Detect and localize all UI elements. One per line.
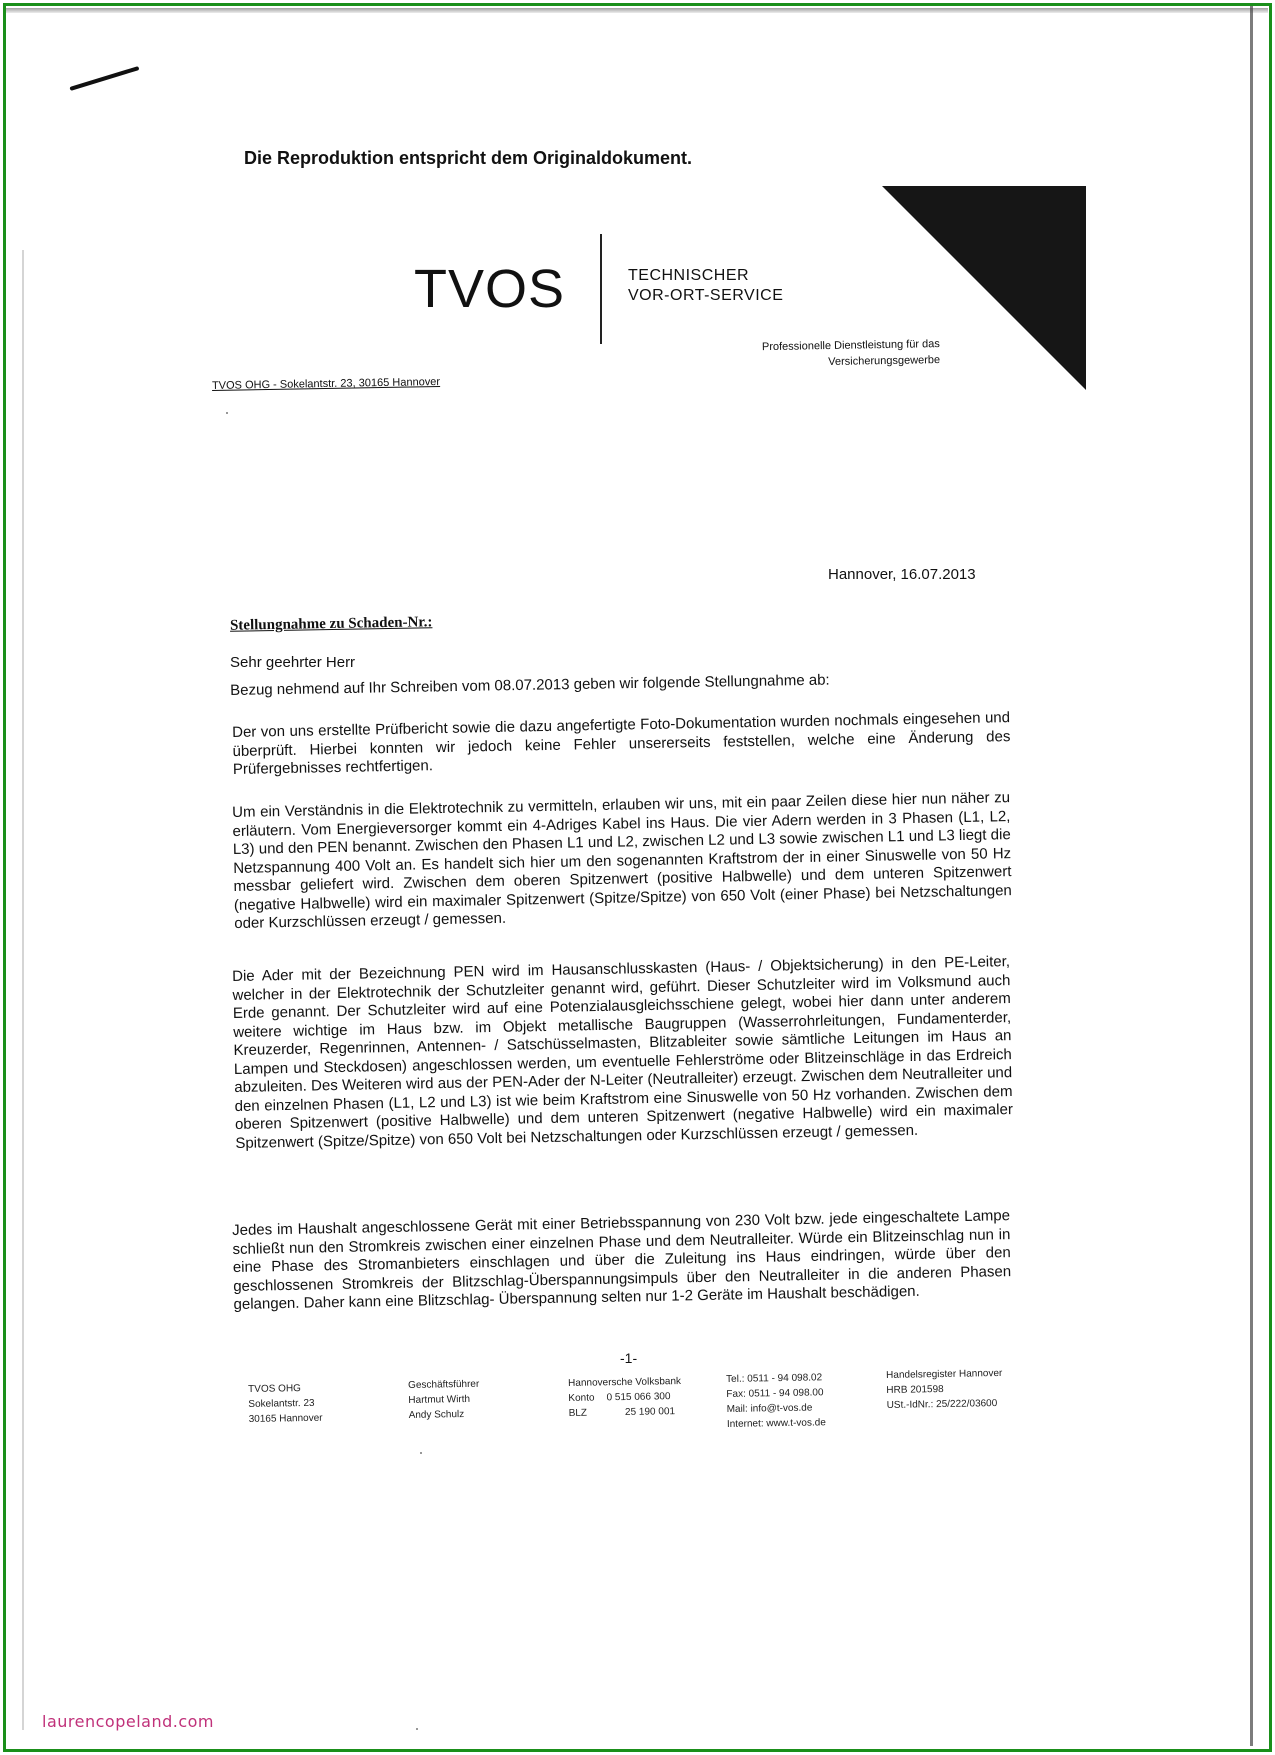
- letter-subject: Stellungnahme zu Schaden-Nr.:: [229, 614, 433, 634]
- body-paragraph: Um ein Verständnis in die Elektrotechnik zu vermitteln, erlauben wir uns, mit ein paar Zeilen diese hier nun näher zu erläutern. Vom Energieversorger kommt ein 4-Adriges Kabel ins Haus. Die vier Adern werden in 3 Phasen (L1, L2, L3) und den PEN benannt. Zwischen den Phasen L1 und L2, zwischen L2 und L3 sowie zwischen L1 und L3 liegt die Netzspannung 400 Volt an. Es handelt sich hier um den sogenannten Kraftstrom der in einer Sinuswelle von 50 Hz messbar geliefert wird. Zwischen dem oberen Spitzenwert (positive Halbwelle) und dem unteren Spitzenwert (negative Halbwelle) wird ein maximaler Spitzenwert (Spitze/Spitze) von 650 Volt (einer Phase) bei Netzschaltungen oder Kurzschlüssen erzeugt / gemessen.: [232, 789, 1012, 932]
- footer-konto-value: 0 515 066 300: [606, 1391, 671, 1404]
- salutation: Sehr geehrter Herr: [230, 654, 356, 671]
- footer-konto-label: Konto: [568, 1392, 595, 1404]
- footer-mail: Mail: info@t-vos.de: [726, 1402, 813, 1415]
- page-number: -1-: [620, 1350, 638, 1366]
- footer-management-title: Geschäftsführer: [408, 1378, 480, 1391]
- tagline-line2: Versicherungsgewerbe: [828, 354, 941, 369]
- scan-speck: [416, 1728, 418, 1730]
- paper-edge-right: [1250, 6, 1253, 1746]
- footer-company-name: TVOS OHG: [248, 1383, 302, 1395]
- footer-company-city: 30165 Hannover: [248, 1412, 323, 1425]
- logo-subtitle-line2: VOR-ORT-SERVICE: [628, 287, 784, 304]
- footer-register-vat: USt.-IdNr.: 25/222/03600: [886, 1398, 998, 1411]
- paper-edge-left: [22, 250, 24, 1730]
- footer-bank-name: Hannoversche Volksbank: [568, 1376, 682, 1389]
- letter-date: Hannover, 16.07.2013: [828, 566, 976, 583]
- watermark-text: laurencopeland.com: [42, 1712, 214, 1731]
- scan-speck: [420, 1452, 422, 1454]
- footer-fax: Fax: 0511 - 94 098.00: [726, 1387, 824, 1400]
- logo-subtitle-line1: TECHNISCHER: [628, 267, 750, 284]
- reference-line: Bezug nehmend auf Ihr Schreiben vom 08.07.2013 geben wir folgende Stellungnahme ab:: [230, 671, 830, 699]
- footer-manager-2: Andy Schulz: [408, 1409, 465, 1421]
- footer-company-street: Sokelantstr. 23: [248, 1397, 315, 1410]
- body-paragraph: Der von uns erstellte Prüfbericht sowie die dazu angefertigte Foto-Dokumentation wurden nochmals eingesehen und überprüft. Hierbei konnten wir jedoch keine Fehler unsererseits feststellen, welche eine Änderung des Prüfergebnisses rechtfertigen.: [232, 709, 1011, 778]
- footer-register-hrb: HRB 201598: [886, 1383, 944, 1396]
- body-paragraph: Jedes im Haushalt angeschlossene Gerät mit einer Betriebsspannung von 230 Volt bzw. jede eingeschaltete Lampe schließt nun den Stromkreis zwischen einer einzelnen Phase und dem Neutralleiter. Würde ein Blitzeinschlag nun in eine Phase des Stromanbieters einschlagen und über die Zuleitung ins Haus eindringen, würde über den geschlossenen Stromkreis der Blitzschlag-Überspannungsimpuls über den Neutralleiter in die anderen Phasen gelangen. Daher kann eine Blitzschlag- Überspannung selten nur 1-2 Geräte im Haushalt beschädigen.: [232, 1207, 1012, 1313]
- footer-web: Internet: www.t-vos.de: [726, 1417, 826, 1430]
- footer-bank-blz: [569, 1404, 682, 1421]
- logo-divider: [600, 234, 602, 344]
- footer-manager-1: Hartmut Wirth: [408, 1393, 471, 1406]
- tagline-line1: Professionelle Dienstleistung für das: [761, 338, 940, 354]
- footer-contact: [726, 1370, 826, 1432]
- body-paragraph: Die Ader mit der Bezeichnung PEN wird im Hausanschlusskasten (Haus- / Objektsicherung) in den PE-Leiter, welcher in der Elektrotechnik der Schutzleiter genannt wird, geführt. Dieser Schutzleiter wird im Volksmund auch Erde genannt. Der Schutzleiter wird auf eine Potenzialausgleichsschiene gelegt, wobei hier dann unter anderem weitere wichtige im Haus bzw. im Objekt metallische Baugruppen (Wasserrohrleitungen, Fundamenterder, Kreuzerder, Regenrinnen, Antennen- / Satschüsselmasten, Blitzableiter sowie sämtliche Leitungen im Haus an Lampen und Steckdosen) angeschlossen werden, um eventuelle Fehlerströme oder Blitzeinschläge in das Erdreich abzuleiten. Des Weiteren wird aus der PEN-Ader der N-Leiter (Neutralleiter) erzeugt. Zwischen dem Neutralleiter und den einzelnen Phasen (L1, L2 und L3) ist wie beim Kraftstrom eine Sinuswelle von 50 Hz vorhanden. Zwischen dem oberen Spitzenwert (positive Halbwelle) und dem unteren Spitzenwert (negative Halbwelle) wird ein maximaler Spitzenwert (Spitze/Spitze) von 650 Volt bei Netzschaltungen oder Kurzschlüssen erzeugt / gemessen.: [232, 953, 1014, 1152]
- company-logo-wordmark: TVOS: [414, 259, 566, 319]
- footer-blz-value: 25 190 001: [624, 1406, 676, 1419]
- sender-address-line: TVOS OHG - Sokelantstr. 23, 30165 Hannover: [211, 376, 441, 392]
- footer-company: [248, 1381, 323, 1427]
- scan-speck: [226, 412, 228, 414]
- company-tagline: [720, 336, 941, 372]
- footer-management: [408, 1377, 480, 1423]
- footer-register: [886, 1366, 1003, 1413]
- company-logo-subtitle: [628, 266, 783, 306]
- footer-phone: Tel.: 0511 - 94 098.02: [726, 1372, 823, 1385]
- paper-edge-top: [6, 8, 1268, 13]
- footer-register-court: Handelsregister Hannover: [886, 1367, 1003, 1381]
- reproduction-note: Die Reproduktion entspricht dem Originaldokument.: [244, 148, 693, 168]
- footer-blz-label: BLZ: [568, 1407, 588, 1419]
- footer-bank: [568, 1374, 682, 1421]
